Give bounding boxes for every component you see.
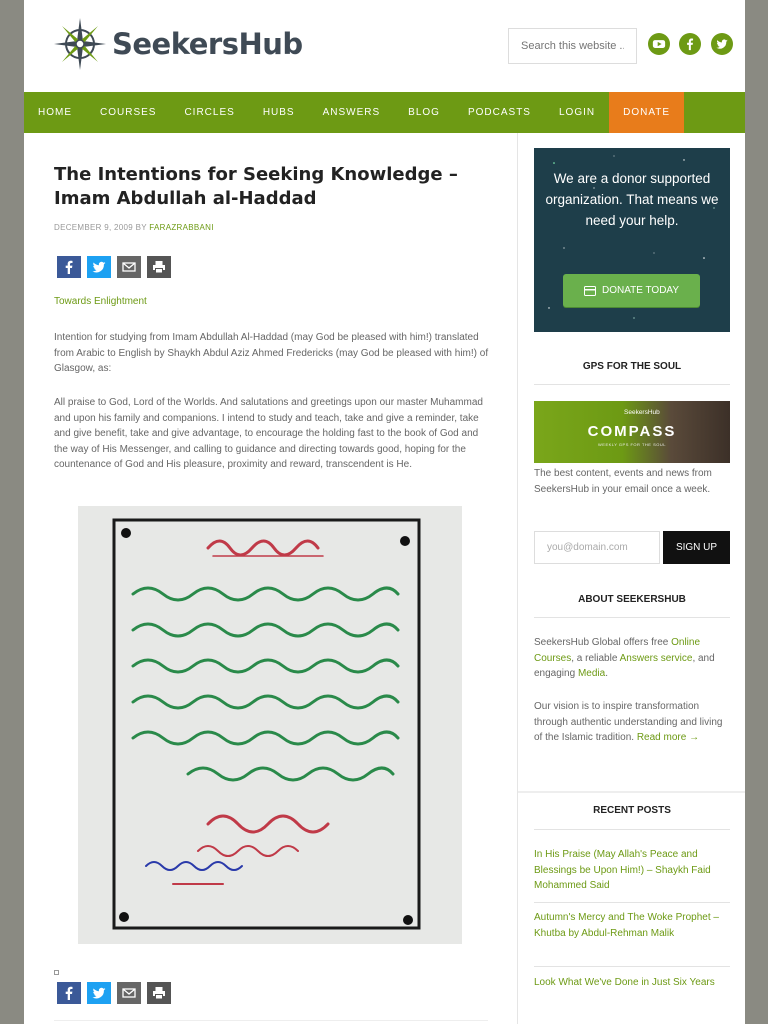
print-button[interactable] — [147, 982, 171, 1004]
share-twitter-button[interactable] — [87, 982, 111, 1004]
about-heading-rule — [534, 617, 730, 618]
site-logo[interactable] — [52, 16, 303, 72]
printer-icon — [151, 259, 167, 275]
twitter-icon — [715, 37, 729, 51]
nav-courses[interactable]: COURSES — [100, 107, 157, 118]
compass-tagline: WEEKLY GPS FOR THE SOUL — [598, 442, 666, 447]
share-email-button[interactable] — [117, 982, 141, 1004]
share-facebook-button[interactable] — [57, 982, 81, 1004]
nav-circles[interactable]: CIRCLES — [184, 107, 235, 118]
youtube-icon — [652, 37, 666, 51]
recent-posts-rule — [534, 829, 730, 830]
page — [24, 0, 745, 1024]
nav-answers[interactable]: ANSWERS — [322, 107, 381, 118]
donate-message: We are a donor supported organization. That means we need your help. — [545, 171, 719, 228]
vision-text-body: Our vision is to inspire transformation through authentic understanding and living of the Islamic tradition. — [534, 701, 723, 743]
nav-blog[interactable]: BLOG — [408, 107, 440, 118]
nav-podcasts[interactable]: PODCASTS — [467, 107, 531, 118]
main-nav — [24, 92, 745, 133]
facebook-icon — [683, 37, 697, 51]
donate-today-label: DONATE TODAY — [601, 285, 680, 296]
online-courses-link[interactable]: Online Courses — [534, 637, 701, 664]
article-title: The Intentions for Seeking Knowledge – Imam Abdullah al-Haddad — [54, 164, 458, 209]
compass-rose-icon — [52, 16, 108, 72]
article-by: BY — [135, 223, 147, 232]
recent-post-divider — [534, 966, 730, 967]
article-divider — [54, 1020, 488, 1021]
compass-title: COMPASS — [587, 423, 677, 440]
twitter-icon — [91, 985, 107, 1001]
article-date: DECEMBER 9, 2009 — [54, 223, 134, 232]
facebook-link[interactable] — [679, 33, 701, 55]
article-paragraph-2: All praise to God, Lord of the Worlds. And salutations and greetings upon our master Muhammad and upon his family and companions. I intend to study and teach, take and give a reminder, take and give benefit, take and give advantage, to encourage the holding fast to the book of God and the way of His Messenger, and calling to guidance and directing towards good, hoping for the countenance of God and His pleasure, proximity and reward, transcendent is He. — [54, 397, 483, 471]
recent-post-divider — [534, 902, 730, 903]
envelope-icon — [121, 259, 137, 275]
credit-card-icon — [584, 286, 596, 296]
recent-post-link[interactable]: In His Praise (May Allah's Peace and Blessings be Upon Him!) – Shaykh Faid Mohammed Said — [534, 849, 711, 891]
compass-banner[interactable] — [534, 401, 730, 463]
manuscript-drawing — [78, 506, 462, 944]
share-bar-top — [57, 256, 171, 278]
nav-home[interactable]: HOME — [38, 107, 72, 118]
about-heading: ABOUT SEEKERSHUB — [578, 594, 686, 605]
donate-today-button[interactable] — [563, 274, 700, 307]
recent-post-link[interactable]: Look What We've Done in Just Six Years — [534, 977, 715, 988]
youtube-link[interactable] — [648, 33, 670, 55]
share-bar-bottom — [57, 982, 171, 1004]
sidebar — [518, 133, 745, 1024]
share-facebook-button[interactable] — [57, 256, 81, 278]
sidebar-section-break — [518, 791, 745, 793]
nav-donate[interactable]: DONATE — [609, 92, 684, 133]
about-text-part: , a reliable — [571, 652, 618, 664]
nav-login[interactable]: LOGIN — [558, 107, 596, 118]
about-text-part: SeekersHub Global offers free — [534, 637, 669, 648]
newsletter-text: The best content, events and news from SeekersHub in your email once a week. — [534, 468, 712, 495]
answers-service-link[interactable]: Answers service — [619, 652, 693, 664]
about-text-part: . — [605, 668, 608, 679]
about-text-part: , and engaging — [534, 652, 715, 679]
sign-up-button[interactable]: SIGN UP — [663, 531, 730, 564]
article-paragraph-1: Intention for studying from Imam Abdullah Al-Haddad (may God be pleased with him!) translated from Arabic to English by Shaykh Abdul Aziz Ahmed Fredericks (may God be pleased with him!) of Glasgow, as: — [54, 332, 489, 375]
envelope-icon — [121, 985, 137, 1001]
printer-icon — [151, 985, 167, 1001]
print-button[interactable] — [147, 256, 171, 278]
image-caption-marker — [54, 970, 59, 975]
gps-heading-rule — [534, 384, 730, 385]
share-email-button[interactable] — [117, 256, 141, 278]
gps-heading: GPS FOR THE SOUL — [582, 361, 682, 372]
facebook-icon — [61, 259, 77, 275]
media-link[interactable]: Media — [577, 668, 606, 679]
arabic-manuscript-image — [78, 506, 462, 944]
site-name: SeekersHub — [112, 27, 303, 61]
read-more-link[interactable]: Read more → — [636, 732, 700, 743]
article — [24, 133, 518, 1024]
search-input[interactable] — [508, 28, 637, 64]
article-category-link[interactable]: Towards Enlightment — [54, 296, 147, 307]
article-author-link[interactable]: FARAZRABBANI — [149, 223, 214, 232]
twitter-link[interactable] — [711, 33, 733, 55]
about-text — [534, 635, 730, 682]
facebook-icon — [61, 985, 77, 1001]
email-input[interactable]: you@domain.com — [534, 531, 660, 564]
article-meta — [54, 223, 214, 232]
donate-banner[interactable] — [534, 148, 730, 332]
recent-posts-heading: RECENT POSTS — [593, 805, 671, 816]
twitter-icon — [91, 259, 107, 275]
share-twitter-button[interactable] — [87, 256, 111, 278]
vision-text — [534, 699, 730, 746]
recent-post-link[interactable]: Autumn's Mercy and The Woke Prophet – Khutba by Abdul-Rehman Malik — [534, 912, 719, 939]
compass-brand: SeekersHub — [624, 409, 660, 416]
nav-hubs[interactable]: HUBS — [262, 107, 295, 118]
site-header — [24, 0, 745, 92]
